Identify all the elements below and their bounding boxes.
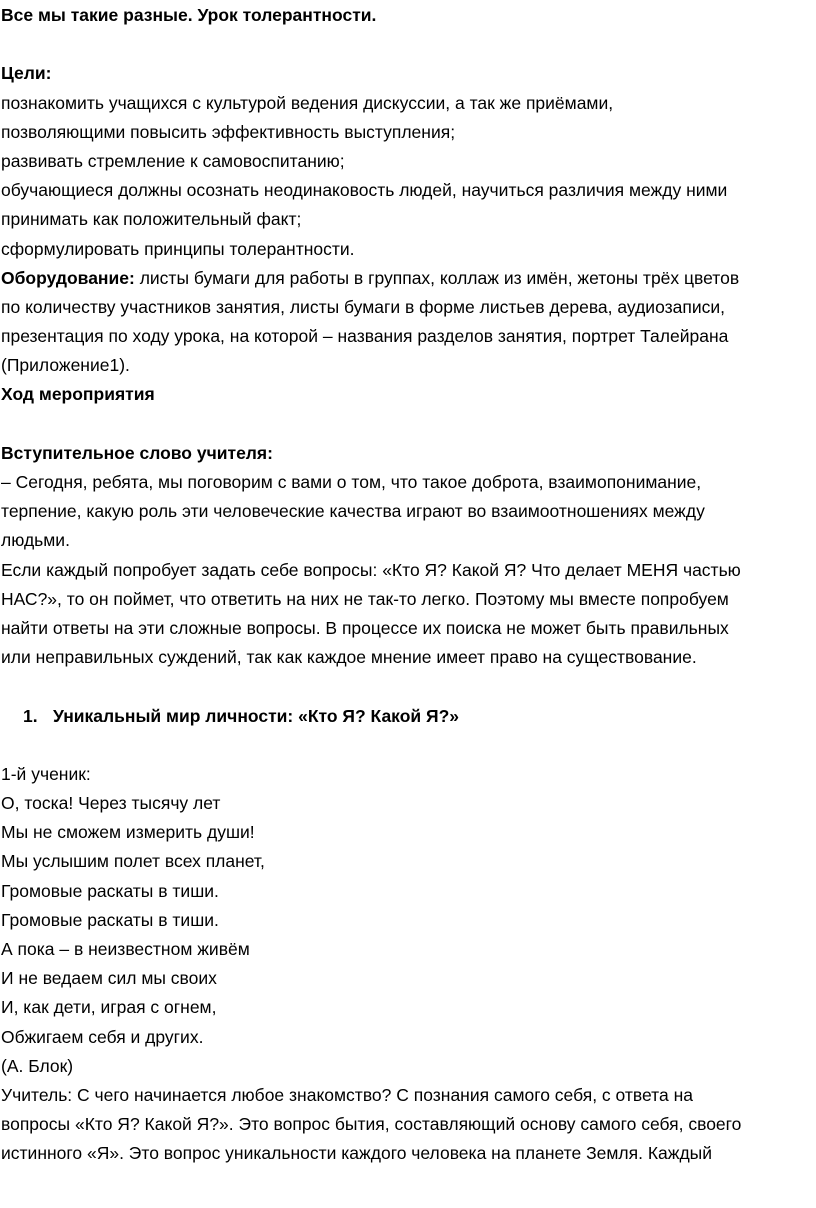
poem-line: Обжигаем себя и других.	[1, 1026, 204, 1047]
teacher-line: Учитель: С чего начинается любое знакомство? С познания самого себя, с ответа на	[1, 1084, 693, 1105]
intro-line: или неправильных суждений, так как каждое мнение имеет право на существование.	[1, 647, 697, 668]
blank-line	[1, 30, 816, 59]
poem-line: Мы не сможем измерить души!	[1, 822, 255, 843]
intro-line: НАС?», то он поймет, что ответить на них не так-то легко. Поэтому мы вместе попробуем	[1, 588, 729, 609]
equipment-line: (Приложение1).	[1, 355, 130, 376]
poem-attribution: (А. Блок)	[1, 1055, 74, 1076]
goals-line: развивать стремление к самовоспитанию;	[1, 150, 345, 171]
blank-line	[1, 410, 816, 439]
poem-line: О, тоска! Через тысячу лет	[1, 793, 221, 814]
poem-line: И не ведаем сил мы своих	[1, 968, 217, 989]
equipment-label: Оборудование:	[1, 267, 135, 288]
goals-line: познакомить учащихся с культурой ведения дискуссии, а так же приёмами,	[1, 92, 614, 113]
teacher-line: истинного «Я». Это вопрос уникальности каждого человека на планете Земля. Каждый	[1, 1143, 713, 1164]
poem-line: Мы услышим полет всех планет,	[1, 851, 265, 872]
blank-line	[1, 672, 816, 701]
equipment-line: по количеству участников занятия, листы бумаги в форме листьев дерева, аудиозаписи,	[1, 296, 726, 317]
intro-line: найти ответы на эти сложные вопросы. В процессе их поиска не может быть правильных	[1, 617, 729, 638]
intro-line: Если каждый попробует задать себе вопросы: «Кто Я? Какой Я? Что делает МЕНЯ частью	[1, 559, 741, 580]
intro-line: – Сегодня, ребята, мы поговорим с вами о том, что такое доброта, взаимопонимание,	[1, 472, 702, 492]
goals-line: сформулировать принципы толерантности.	[1, 238, 355, 259]
section-heading	[1, 702, 816, 731]
equipment-line: презентация по ходу урока, на которой – названия разделов занятия, портрет Талейрана	[1, 326, 729, 347]
poem-line: А пока – в неизвестном живём	[1, 939, 250, 959]
student-label: 1-й ученик:	[1, 763, 91, 784]
document-body	[1, 1, 816, 1169]
equipment-text: листы бумаги для работы в группах, коллаж из имён, жетоны трёх цветов	[134, 267, 740, 288]
goals-line: принимать как положительный факт;	[1, 209, 302, 230]
goals-line: обучающиеся должны осознать неодинаковость людей, научиться различия между ними	[1, 180, 728, 201]
poem-line: Громовые раскаты в тиши.	[1, 909, 219, 930]
poem-line: Громовые раскаты в тиши.	[1, 880, 219, 901]
blank-line	[1, 731, 816, 760]
course-heading: Ход мероприятия	[1, 384, 155, 405]
goals-line: позволяющими повысить эффективность выступления;	[1, 121, 456, 142]
section-title: Уникальный мир личности: «Кто Я? Какой Я?»	[53, 705, 460, 726]
intro-heading: Вступительное слово учителя:	[1, 442, 273, 463]
intro-line: терпение, какую роль эти человеческие качества играют во взаимоотношениях между	[1, 501, 705, 522]
document-title: Все мы такие разные. Урок толерантности.	[1, 5, 377, 25]
poem-line: И, как дети, играя с огнем,	[1, 997, 217, 1018]
intro-line: людьми.	[1, 530, 70, 551]
goals-heading: Цели:	[1, 63, 52, 84]
section-number: 1.	[23, 705, 38, 726]
equipment-paragraph-first-line	[1, 264, 816, 293]
teacher-line: вопросы «Кто Я? Какой Я?». Это вопрос бытия, составляющий основу самого себя, своего	[1, 1114, 742, 1135]
